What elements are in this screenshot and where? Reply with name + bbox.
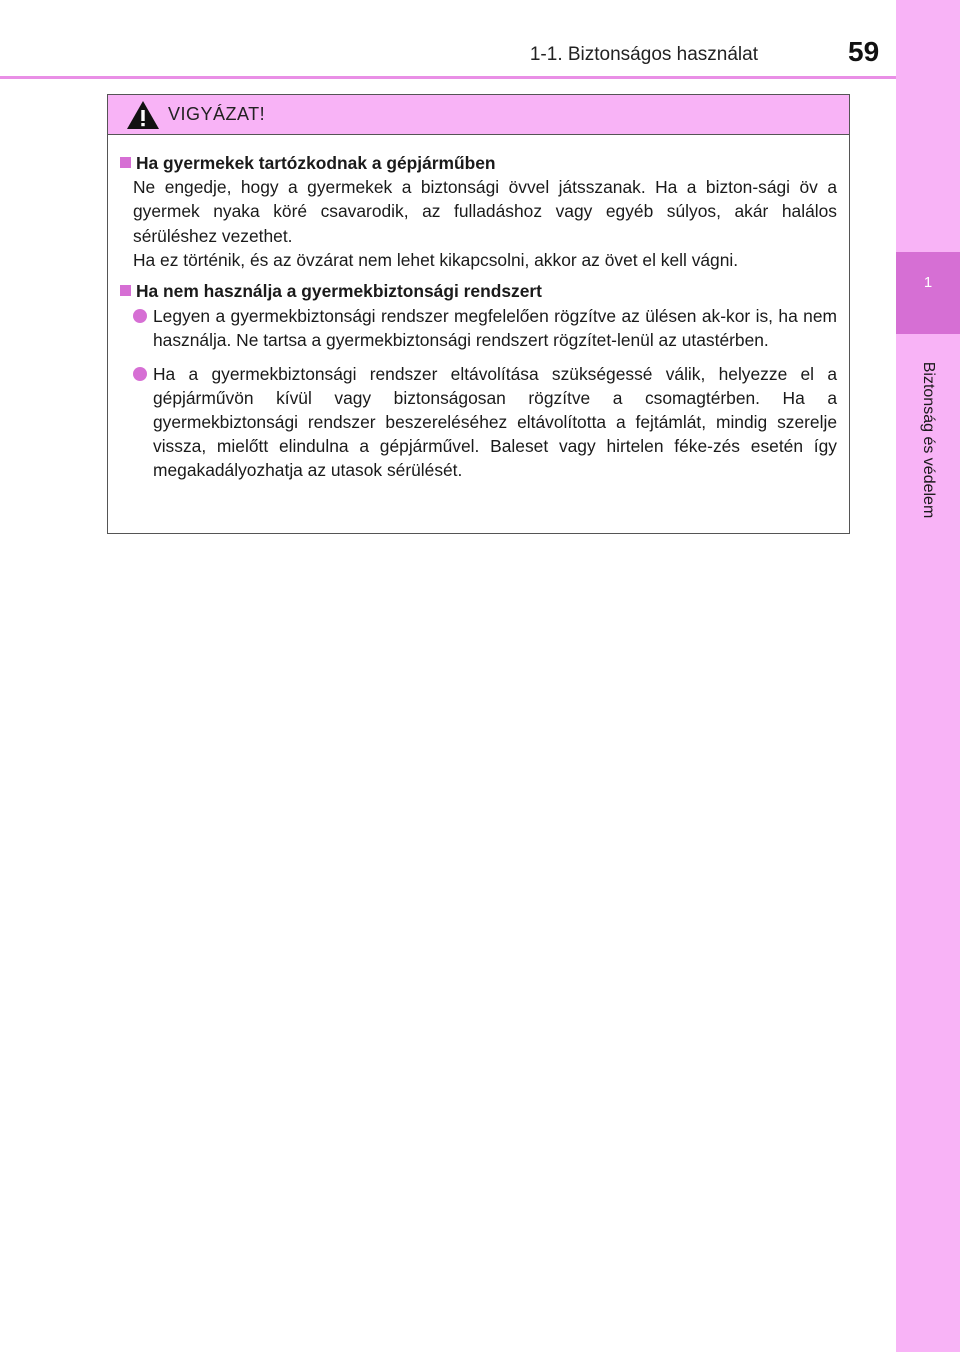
circle-bullet-icon — [133, 367, 147, 381]
chapter-tab — [896, 252, 960, 334]
section-heading-text: Ha nem használja a gyermekbiztonsági rendszert — [136, 281, 542, 302]
header-section-title: 1-1. Biztonságos használat — [529, 44, 758, 65]
section-heading-text: Ha gyermekek tartózkodnak a gépjárműben — [136, 153, 496, 173]
header-rule — [0, 76, 896, 79]
circle-bullet-icon — [133, 309, 147, 323]
list-item-text: Legyen a gyermekbiztonsági rendszer megfelelően rögzítve az ülésen ak-kor is, ha nem használja. Ne tartsa a gyermekbiztonsági rendszert rögzítet-lenül az utastérben. — [153, 306, 837, 351]
warning-header — [108, 95, 849, 135]
warning-section-children-in-vehicle — [120, 151, 837, 272]
chapter-title: Biztonság és védelem — [920, 361, 937, 519]
chapter-number: 1 — [923, 274, 933, 291]
warning-body — [108, 135, 849, 483]
list-item — [120, 362, 837, 483]
section-heading — [120, 151, 837, 175]
list-item-text: Ha a gyermekbiztonsági rendszer eltávolítása szükségessé válik, helyezze el a gépjárművön kívül vagy biztonságosan rögzítve a csomagtérben. Ha a gyermekbiztonsági rendszer beszereléséhez eltávolította a fejtámlát, mindig szerelje vissza, mielőtt elindulna a gépjárművel. Baleset vagy hirtelen féke-zés esetén így megakadályozhatja az utasok sérülését. — [153, 363, 837, 481]
page-number: 59 — [848, 36, 880, 67]
warning-title: VIGYÁZAT! — [168, 104, 266, 124]
square-bullet-icon — [120, 285, 131, 296]
chapter-sidebar — [896, 0, 960, 1352]
section-paragraph: Ha ez történik, és az övzárat nem lehet kikapcsolni, akkor az övet el kell vágni. — [133, 249, 739, 270]
warning-section-unused-child-restraint — [120, 279, 837, 483]
warning-box — [107, 94, 850, 534]
section-paragraph: Ne engedje, hogy a gyermekek a biztonsági övvel játsszanak. Ha a bizton-sági öv a gyermek nyaka köré csavarodik, az fulladáshoz vagy egyéb súlyos, akár halálos sérüléshez vezethet. — [133, 177, 837, 246]
list-item — [120, 304, 837, 352]
square-bullet-icon — [120, 157, 131, 168]
warning-triangle-icon — [126, 99, 160, 131]
section-heading — [120, 279, 837, 303]
